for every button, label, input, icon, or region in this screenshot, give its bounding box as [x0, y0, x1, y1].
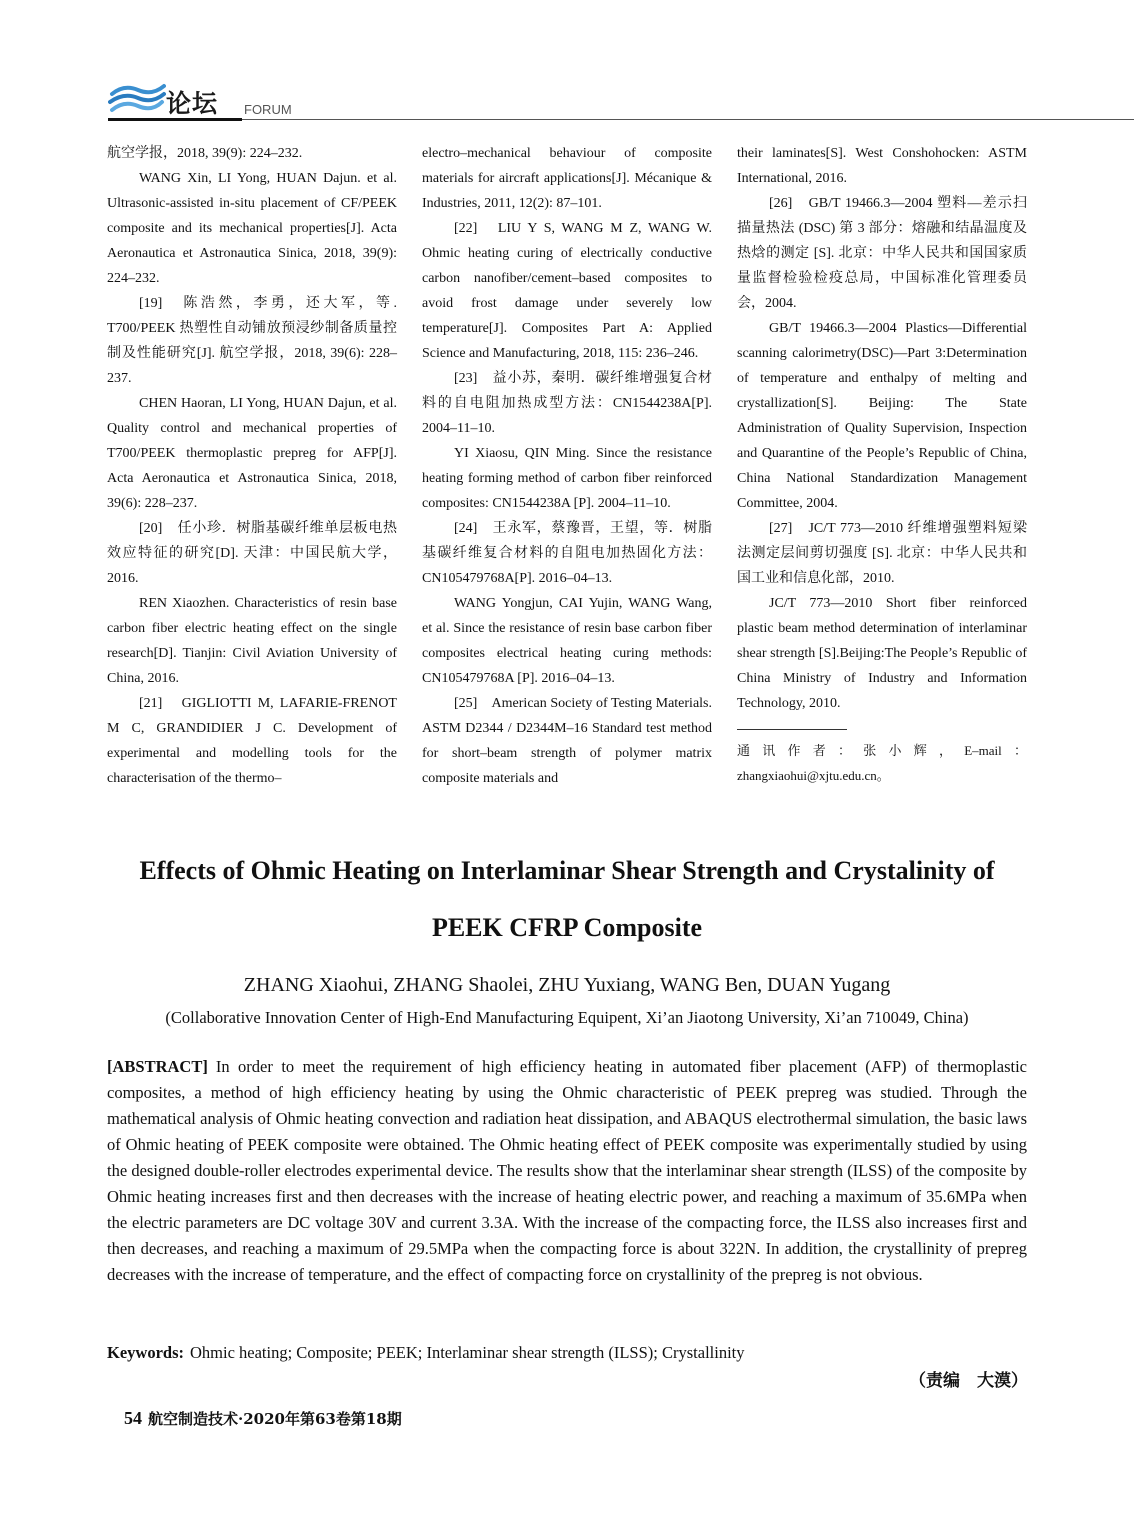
- reference-entry: YI Xiaosu, QIN Ming. Since the resistance heating forming method of carbon fiber reinforced composites: CN1544238A [P]. 2004–11–10.: [422, 446, 712, 511]
- reference-entry: [26] GB/T 19466.3—2004 塑料—差示扫描量热法 (DSC) 第 3 部分：熔融和结晶温度及热焓的测定 [S]. 北京：中华人民共和国国家质量监督检验检疫总局，中国标准化管理委员会，2004.: [737, 196, 1027, 311]
- reference-entry: [21] GIGLIOTTI M, LAFARIE-FRENOT M C, GRANDIDIER J C. Development of experimental and modelling tools for the characterisation of the thermo–: [107, 696, 397, 786]
- references-column-1: [107, 141, 397, 791]
- article-title-line-1: Effects of Ohmic Heating on Interlaminar Shear Strength and Crystalinity of: [139, 856, 995, 885]
- article-title-line-2: PEEK CFRP Composite: [431, 913, 703, 942]
- section-title-en: FORUM: [244, 102, 292, 117]
- abstract-label: [ABSTRACT]: [107, 1057, 208, 1076]
- editor-credit: （责编 大漠）: [909, 1371, 1028, 1391]
- abstract: [107, 1054, 1027, 1288]
- article-authors: ZHANG Xiaohui, ZHANG Shaolei, ZHU Yuxiang, WANG Ben, DUAN Yugang: [243, 974, 891, 996]
- keywords: [107, 1341, 1027, 1365]
- reference-entry: [24] 王永军，蔡豫晋，王望，等．树脂基碳纤维复合材料的自阻电加热固化方法：CN105479768A[P]. 2016–04–13.: [422, 521, 712, 586]
- page-header: [108, 80, 1134, 124]
- footnote-divider: [737, 729, 847, 730]
- reference-entry: 航空学报，2018, 39(9): 224–232.: [107, 146, 303, 161]
- page-footer: [124, 1408, 402, 1429]
- references-column-3: [737, 141, 1027, 788]
- reference-entry: CHEN Haoran, LI Yong, HUAN Dajun, et al. Quality control and mechanical properties of T700/PEEK thermoplastic prepreg for AFP[J]. Acta Aeronautica et Astronautica Sinica, 2018, 39(6): 228–237.: [107, 396, 397, 511]
- reference-entry: electro–mechanical behaviour of composite materials for aircraft applications[J]. Mécanique & Industries, 2011, 12(2): 87–101.: [422, 146, 712, 211]
- references-column-2: [422, 141, 712, 791]
- journal-issue: 航空制造技术·2020年第63卷第18期: [148, 1410, 402, 1428]
- header-rule-thin: [242, 119, 1134, 120]
- reference-entry: [22] LIU Y S, WANG M Z, WANG W. Ohmic heating curing of electrically conductive carbon nanofiber/cement–based composites to avoid frost damage under severely low temperature[J]. Composites Part A: Applied Science and Manufacturing, 2018, 115: 236–246.: [422, 221, 712, 361]
- reference-entry: JC/T 773—2010 Short fiber reinforced plastic beam method determination of interlaminar shear strength [S].Beijing:The People’s Republic of China Ministry of Industry and Information Technology, 2010.: [737, 596, 1027, 711]
- reference-entry: REN Xiaozhen. Characteristics of resin base carbon fiber electric heating effect on the single research[D]. Tianjin: Civil Aviation University of China, 2016.: [107, 596, 397, 686]
- reference-entry: [27] JC/T 773—2010 纤维增强塑料短梁法测定层间剪切强度 [S]. 北京：中华人民共和国工业和信息化部，2010.: [737, 521, 1027, 586]
- keywords-text: Ohmic heating; Composite; PEEK; Interlaminar shear strength (ILSS); Crystallinity: [190, 1343, 745, 1362]
- reference-entry: [23] 益小苏，秦明．碳纤维增强复合材料的自电阻加热成型方法：CN1544238A[P]. 2004–11–10.: [422, 371, 712, 436]
- reference-entry: [20] 任小珍．树脂基碳纤维单层板电热效应特征的研究[D]. 天津：中国民航大学，2016.: [107, 521, 397, 586]
- section-title-cn: 论坛: [166, 89, 219, 118]
- abstract-text: In order to meet the requirement of high efficiency heating in automated fiber placement (AFP) of thermoplastic composites, a method of high efficiency heating by using the Ohmic characteristic of PEEK prepreg was studied. Through the mathematical analysis of Ohmic heating convection and radiation heat dissipation, and ABAQUS electrothermal simulation, the basic laws of Ohmic heating of PEEK composite were obtained. The Ohmic heating effect of PEEK composite was experimentally studied by using the designed double-roller electrodes experimental device. The results show that the interlaminar shear strength (ILSS) of the composite by Ohmic heating increases first and then decreases with the increase of heating electric power, and reaching a maximum of 35.6MPa when the electric parameters are DC voltage 30V and current 3.3A. With the increase of the compacting force, the ILSS also increases first and then decreases, and reaching a maximum of 29.5MPa when the compacting force is about 322N. In addition, the crystallinity of prepreg decreases with the increase of temperature, and the effect of compacting force on crystallinity of the prepreg is not obvious.: [107, 1057, 1027, 1284]
- corresponding-author-footnote: 通讯作者：张小辉，E–mail：zhangxiaohui@xjtu.edu.cn。: [737, 743, 1027, 783]
- keywords-label: Keywords:: [107, 1343, 184, 1362]
- reference-entry: [19] 陈浩然，李勇，还大军，等. T700/PEEK 热塑性自动铺放预浸纱制备质量控制及性能研究[J]. 航空学报，2018, 39(6): 228–237.: [107, 296, 397, 386]
- journal-logo-icon: [108, 82, 166, 120]
- reference-entry: GB/T 19466.3—2004 Plastics—Differential scanning calorimetry(DSC)—Part 3:Determination of temperature and enthalpy of melting and crystallization[S]. Beijing: The State Administration of Quality Supervision, Inspection and Quarantine of the People’s Republic of China, China National Standardization Management Committee, 2004.: [737, 321, 1027, 511]
- reference-entry: WANG Yongjun, CAI Yujin, WANG Wang, et al. Since the resistance of resin base carbon fiber composites electrical heating curing methods: CN105479768A [P]. 2016–04–13.: [422, 596, 712, 686]
- page-number: 54: [124, 1408, 142, 1428]
- reference-entry: their laminates[S]. West Conshohocken: ASTM International, 2016.: [737, 146, 1027, 186]
- article-affiliation: (Collaborative Innovation Center of High-End Manufacturing Equipent, Xi’an Jiaotong University, Xi’an 710049, China): [165, 1008, 969, 1027]
- reference-entry: [25] American Society of Testing Materials. ASTM D2344 / D2344M–16 Standard test method for short–beam strength of polymer matrix composite materials and: [422, 696, 712, 786]
- header-rule-thick: [108, 118, 242, 121]
- reference-entry: WANG Xin, LI Yong, HUAN Dajun. et al. Ultrasonic-assisted in-situ placement of CF/PEEK composite and its mechanical properties[J]. Acta Aeronautica et Astronautica Sinica, 2018, 39(9): 224–232.: [107, 171, 397, 286]
